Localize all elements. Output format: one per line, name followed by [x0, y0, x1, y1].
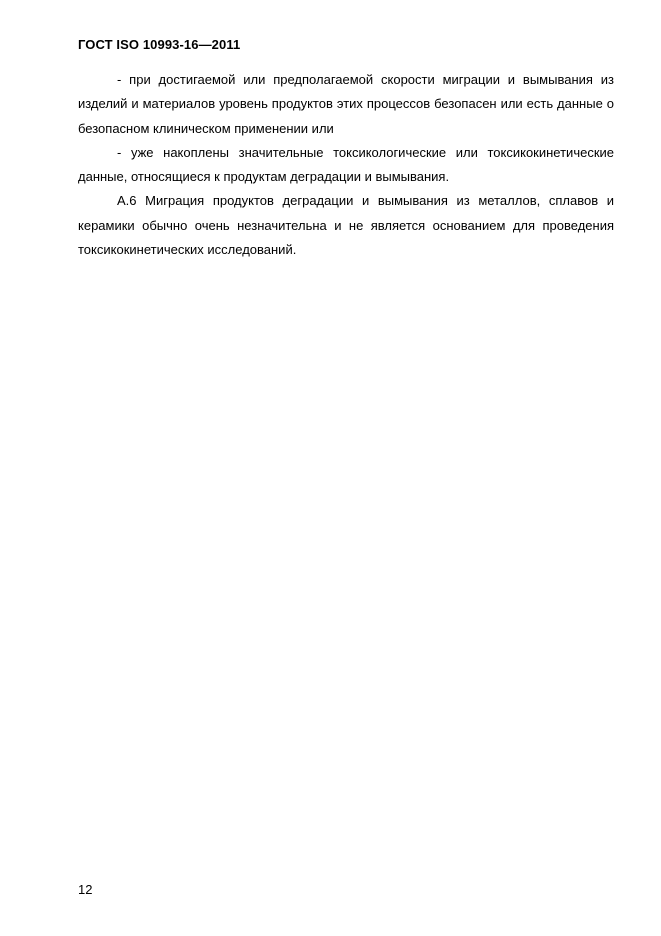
page-number: 12	[78, 882, 93, 897]
list-item-migration-rate: - при достигаемой или предполагаемой скорости миграции и вымывания из изделий и материалов уровень продуктов этих процессов безопасен или есть данные о безопасном клиническом применении или	[78, 72, 614, 136]
document-body	[78, 68, 614, 262]
list-item-accumulated-data: - уже накоплены значительные токсикологические или токсикокинетические данные, относящиеся к продуктам деградации и вымывания.	[78, 144, 614, 185]
document-header: ГОСТ ISO 10993-16—2011	[78, 37, 241, 52]
clause-a6-paragraph: А.6 Миграция продуктов деградации и вымывания из металлов, сплавов и керамики обычно очень незначительна и не является основанием для проведения токсикокинетических исследований.	[78, 193, 614, 258]
